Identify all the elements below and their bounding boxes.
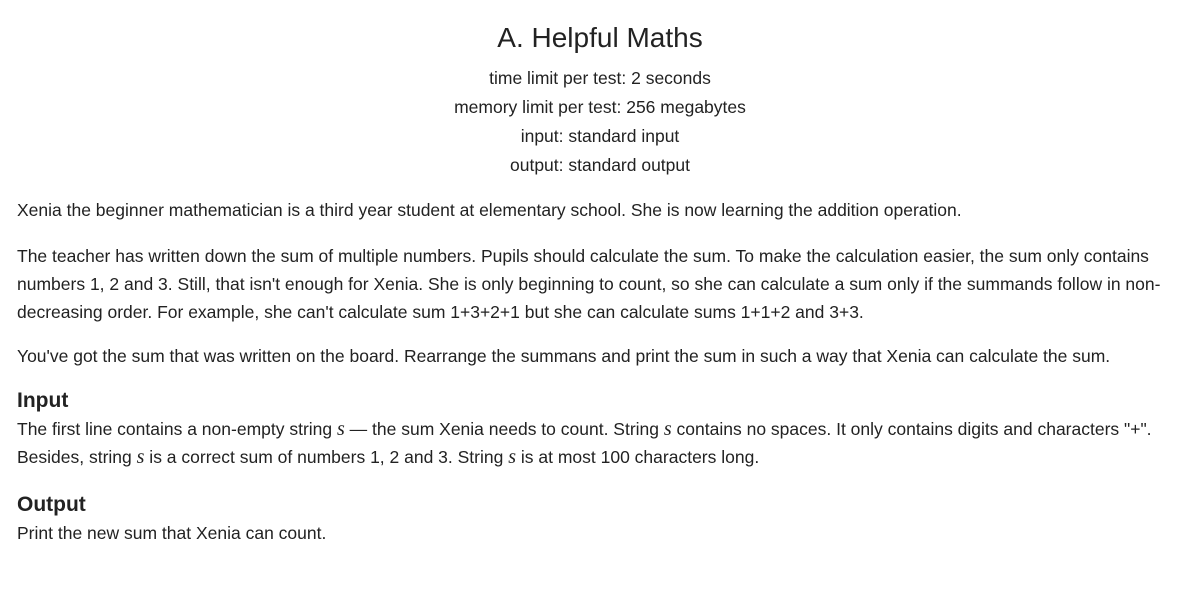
legend-paragraph: Xenia the beginner mathematician is a third year student at elementary school. She is now learning the addition operation. <box>17 200 962 220</box>
text: The first line contains a non-empty string <box>17 419 338 439</box>
text: contains no spaces. It only contains digits and characters "+". Besides, string <box>17 419 1152 467</box>
memory-limit: memory limit per test: 256 megabytes <box>454 97 746 117</box>
variable-s: s <box>508 446 517 468</box>
input-specification <box>17 415 1183 471</box>
legend-paragraph: The teacher has written down the sum of multiple numbers. Pupils should calculate the sum. To make the calculation easier, the sum only contains numbers 1, 2 and 3. Still, that isn't enough for Xenia. She is only beginning to count, so she can calculate a sum only if the summands follow in non-decreasing order. For example, she can't calculate sum 1+3+2+1 but she can calculate sums 1+1+2 and 3+3. <box>17 246 1161 322</box>
output-file: output: standard output <box>510 155 690 175</box>
problem-statement <box>0 196 1200 547</box>
legend-paragraph: You've got the sum that was written on the board. Rearrange the summans and print the sum in such a way that Xenia can calculate the sum. <box>17 346 1111 366</box>
variable-s: s <box>663 418 672 440</box>
variable-s: s <box>337 418 345 440</box>
input-heading: Input <box>17 389 69 412</box>
text: is a correct sum of numbers 1, 2 and 3. String <box>144 447 509 467</box>
output-specification: Print the new sum that Xenia can count. <box>17 523 327 543</box>
text: — the sum Xenia needs to count. String <box>344 419 664 439</box>
input-file: input: standard input <box>520 126 680 146</box>
variable-s: s <box>136 446 145 468</box>
output-heading: Output <box>17 493 86 516</box>
problem-title: A. Helpful Maths <box>497 22 703 53</box>
problem-header <box>0 0 1200 180</box>
time-limit: time limit per test: 2 seconds <box>489 68 711 88</box>
text: is at most 100 characters long. <box>516 447 760 467</box>
